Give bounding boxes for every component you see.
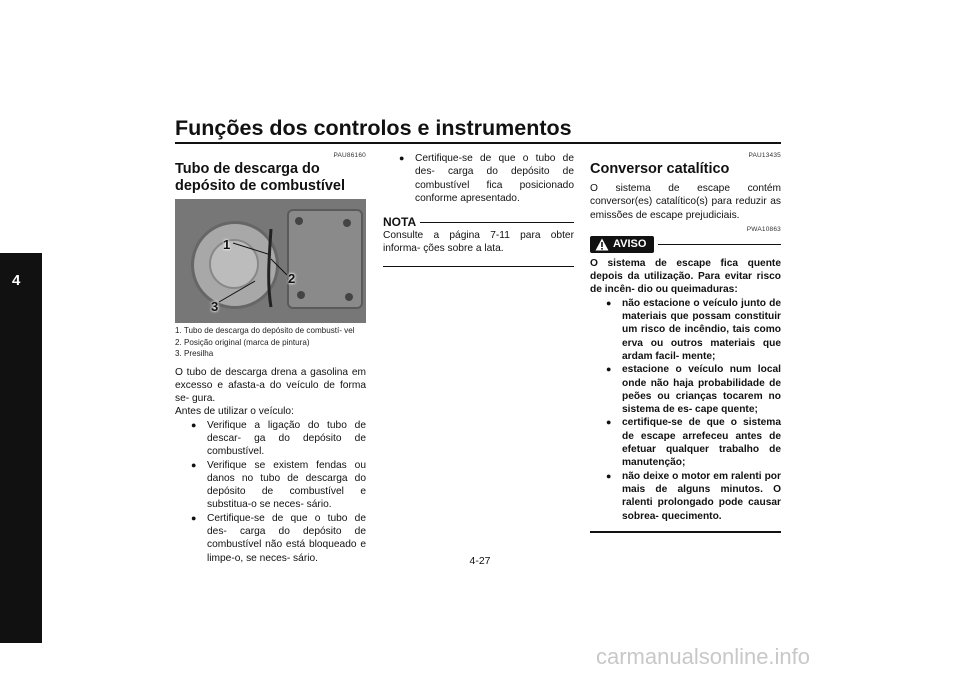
list-item: ● Certifique-se de que o tubo de des- carga do depósito de combustível não está bloqueado e limpe-o, se neces- sário. bbox=[191, 512, 366, 564]
list-item: ● Certifique-se de que o tubo de des- carga do depósito de combustível fica posicionado conforme apresentado. bbox=[399, 153, 574, 204]
callout-2: 2 bbox=[288, 271, 296, 286]
warning-badge bbox=[590, 236, 654, 253]
list-item: ● Verifique a ligação do tubo de descar- ga do depósito de combustível. bbox=[191, 419, 366, 458]
section-heading-catalytic: Conversor catalítico bbox=[590, 161, 730, 177]
callout-lines bbox=[175, 199, 366, 323]
warning-code: PWA10863 bbox=[746, 225, 781, 233]
warning-label: AVISO bbox=[613, 238, 647, 251]
callout-1: 1 bbox=[223, 237, 231, 252]
intro-paragraph: O tubo de descarga drena a gasolina em excesso e afasta-a do veículo de forma se- gura. bbox=[175, 366, 366, 405]
bullet-icon: ● bbox=[191, 459, 197, 470]
nota-label: NOTA bbox=[383, 215, 417, 230]
watermark: carmanualsonline.info bbox=[596, 644, 811, 669]
chapter-tab-number: 4 bbox=[12, 272, 21, 289]
list-item: ● Verifique se existem fendas ou danos no tubo de descarga do depósito de combustível e substitua-o se neces- sário. bbox=[191, 459, 366, 511]
warning-lead: O sistema de escape fica quente depois da utilização. Para evitar risco de incên- dio ou queimaduras: bbox=[590, 257, 781, 296]
chapter-tab bbox=[0, 253, 42, 643]
bullet-icon: ● bbox=[606, 364, 612, 375]
figure-captions bbox=[175, 325, 366, 360]
nota-header bbox=[383, 215, 574, 229]
nota-text: Consulte a página 7-11 para obter informa- ções sobre a lata. bbox=[383, 230, 574, 255]
lead-paragraph: Antes de utilizar o veículo: bbox=[175, 406, 294, 418]
callout-3: 3 bbox=[211, 299, 219, 314]
column-continuation bbox=[383, 152, 574, 267]
title-rule bbox=[175, 142, 781, 144]
list-item: ● certifique-se de que o sistema de escape arrefeceu antes de efetuar qualquer trabalho de manutenção; bbox=[606, 417, 781, 469]
caption-item: 3. Presilha bbox=[175, 349, 214, 358]
list-item: ● estacione o veículo num local onde não haja probabilidade de peões ou crianças tocarem no sistema de es- cape quente; bbox=[606, 364, 781, 416]
page-title: Funções dos controlos e instrumentos bbox=[175, 116, 572, 140]
warning-end-rule bbox=[590, 531, 781, 533]
check-list bbox=[383, 152, 574, 205]
section-code: PAU13435 bbox=[748, 152, 781, 159]
bullet-icon: ● bbox=[399, 153, 405, 163]
column-catalytic bbox=[590, 152, 781, 533]
section-code: PAU86160 bbox=[333, 152, 366, 159]
warning-list bbox=[590, 297, 781, 523]
nota-rule bbox=[420, 222, 574, 223]
warning-header bbox=[590, 236, 781, 253]
warning-triangle-icon bbox=[595, 238, 609, 251]
section-heading-fuel-drain: Tubo de descarga do depósito de combustível bbox=[175, 161, 345, 194]
catalytic-paragraph: O sistema de escape contém conversor(es) catalítico(s) para reduzir as emissões de escape prejudiciais. bbox=[590, 183, 781, 221]
warning-rule bbox=[658, 244, 781, 245]
page-number: 4-27 bbox=[469, 555, 491, 567]
column-fuel-drain bbox=[175, 152, 366, 565]
check-list bbox=[175, 419, 366, 565]
bullet-icon: ● bbox=[191, 419, 197, 430]
caption-item: 2. Posição original (marca de pintura) bbox=[175, 337, 310, 347]
nota-end-rule bbox=[383, 266, 574, 267]
bullet-icon: ● bbox=[191, 512, 197, 523]
caption-item: 1. Tubo de descarga do depósito de combustí- vel bbox=[175, 326, 355, 335]
engine-photo bbox=[175, 199, 366, 323]
list-item: ● não estacione o veículo junto de materiais que possam constituir um risco de incêndio, tais como erva ou outros materiais que ardam facil- mente; bbox=[606, 297, 781, 362]
bullet-icon: ● bbox=[606, 470, 612, 481]
bullet-icon: ● bbox=[606, 297, 612, 308]
bullet-icon: ● bbox=[606, 417, 612, 428]
list-item: ● não deixe o motor em ralenti por mais de alguns minutos. O ralenti prolongado pode causar sobrea- quecimento. bbox=[606, 470, 781, 522]
